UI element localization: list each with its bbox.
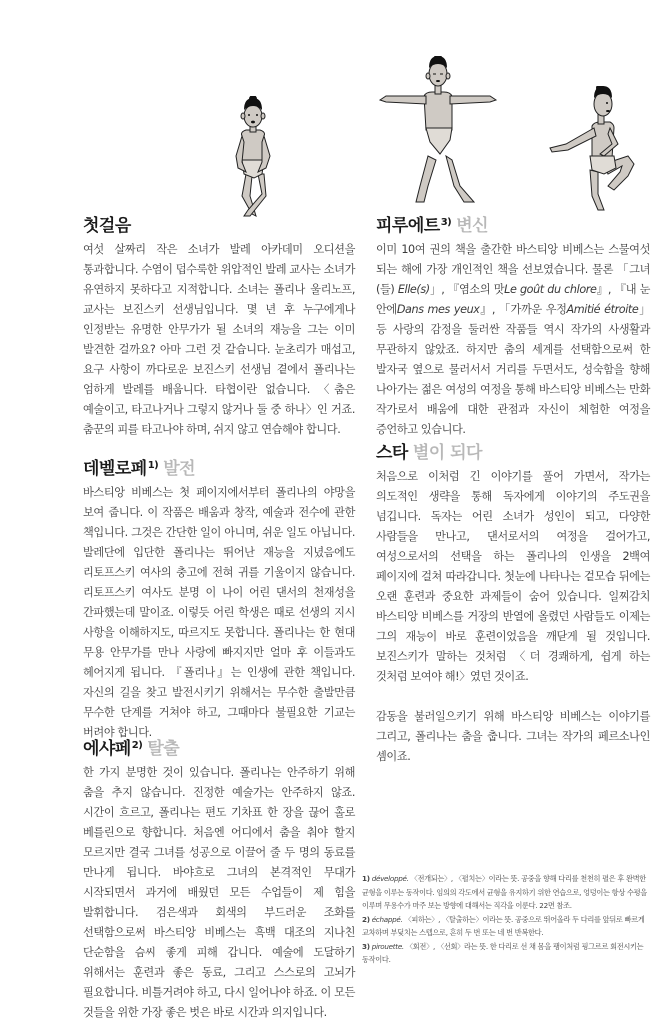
footnotes: [362, 872, 654, 967]
footnote-text: 〈피하는〉, 〈탈출하는〉이라는 뜻. 공중으로 뛰어올라 두 다리를 앞뒤로 빠르게 교차하며 부딪치는 스텝으로, 흔히 두 번 또는 네 번 반복한다.: [362, 914, 645, 937]
footnote-ref: 2): [131, 740, 143, 751]
illustration-girl-arms-outstretched: [376, 56, 500, 206]
section-echappe: [83, 738, 355, 1023]
footnote-2: [362, 913, 654, 940]
body-paragraph: 한 가지 분명한 것이 있습니다. 폴리나는 안주하기 위해 춤을 추지 않습니다. 진정한 예술가는 안주하지 않죠. 시간이 흐르고, 폴리나는 편도 기차표 한 장을 끊어 홀로 베를린으로 향합니다. 처음엔 어디에서 춤을 춰야 할지 모르지만 결국 그녀를 성공으로 이끌어 줄 두 명의 동료를 만나게 됩니다. 바야흐로 그녀의 본격적인 무대가 시작되면서 과거에 배웠던 모든 수업들이 제 힘을 발휘합니다. 검은색과 회색의 부드러운 조화를 선택함으로써 바스티앙 비베스는 흑백 대조의 지나친 단순함을 슴씨 좋게 피해 갑니다. 예술에 도달하기 위해서는 훈련과 좋은 동료, 그리고 스스로의 고뇌가 필요합니다. 비틀거려야 하고, 다시 일어나야 하죠. 이 모든 것들을 위한 가장 좋은 벗은 바로 시간과 의지입니다.: [83, 766, 355, 1019]
heading-title: 첫걸음: [83, 216, 131, 236]
section-pirouette: [376, 215, 650, 440]
footnote-text: 〈전개되는〉, 〈펼치는〉이라는 뜻. 공중을 향해 다리를 천천히 펼은 후 완벽한 균형을 이루는 동작이다. 임의의 각도에서 균형을 유지하기 위한 연습으로, 엉덩이는 항상 수평을 이루며 무용수가 마주 보는 방향에 대해서는 직각을 이룬다. 22면 참조.: [362, 874, 647, 910]
section-heading: [83, 738, 355, 760]
section-developpe: [83, 458, 355, 743]
heading-title: 피루에트: [376, 216, 440, 236]
body-paragraph: 감동을 불러일으키기 위해 바스티앙 비베스는 이야기를 그리고, 폴리나는 춤을 춥니다. 그녀는 작가의 페르소나인 셈이죠.: [376, 710, 650, 763]
footnote-ref: 3): [440, 217, 452, 228]
section-heading: [376, 215, 650, 237]
footnote-term: développé.: [371, 874, 409, 883]
section-star: [376, 442, 650, 767]
footnote-number: 3): [362, 941, 370, 951]
section-heading: [376, 442, 650, 464]
footnote-term: pirouette.: [371, 941, 404, 951]
footnote-text: 〈회전〉, 〈선회〉라는 뜻. 한 다리로 선 채 몸을 팽이처럼 핑그르르 회전시키는 동작이다.: [362, 941, 644, 964]
footnote-3: [362, 940, 654, 967]
section-heading: [83, 215, 355, 237]
body-paragraph: 여섯 살짜리 작은 소녀가 발레 아카데미 오디션을 통과합니다. 수염이 덥수룩한 위압적인 발레 교사는 소녀가 유연하지 못하다고 지적합니다. 소녀는 폴리나 울리노프, 교사는 보진스키 선생님입니다. 몇 년 후 누구에게나 인정받는 유명한 안무가가 될 소녀의 재능을 그는 이미 발견한 걸까요? 아마 그런 것 같습니다. 눈초리가 매섭고, 요구 사항이 까다로운 보진스키 선생님 곁에서 폴리나는 엄하게 발레를 배웁니다. 타협이란 없습니다. 〈춤은 예술이고, 타고나거나 그렇지 않거나 둘 중 하나〉인 거죠. 춤꾼의 피를 타고나야 하며, 쉬지 않고 연습해야 합니다.: [83, 243, 355, 436]
illustration-girl-shy-pose: [228, 96, 278, 220]
heading-subtitle: 별이 되다: [412, 443, 482, 463]
section-first-steps: [83, 215, 355, 440]
body-paragraph: 바스티앙 비베스는 첫 페이지에서부터 폴리나의 야망을 보여 줍니다. 이 작품은 배움과 창작, 예술과 전수에 관한 책입니다. 그것은 간단한 일이 아니며, 쉬운 일도 아닙니다. 발레단에 입단한 폴리나는 뛰어난 재능을 지녔음에도 리토프스키 여사의 충고에 전혀 귀를 기울이지 않습니다. 리토프스키 여사도 분명 이 나이 어린 댄서의 천재성을 간파했는데 말이죠. 이렇듯 어린 학생은 때로 선생의 지시 사항을 이해하지도, 따르지도 못합니다. 폴리나는 한 현대 무용 안무가를 만나 사랑에 빠지지만 얼마 후 이들과도 헤어지게 됩니다. 『폴리나』는 인생에 관한 책입니다. 자신의 길을 찾고 발전시키기 위해서는 무수한 출발만큼 무수한 단계를 거쳐야 하고, 그때마다 불필요한 기교는 버려야 합니다.: [83, 486, 355, 739]
heading-subtitle: 탈출: [147, 739, 180, 759]
heading-title: 스타: [376, 443, 408, 463]
footnote-number: 1): [362, 874, 370, 883]
paragraph-gap: [376, 687, 650, 707]
footnote-number: 2): [362, 914, 370, 924]
heading-subtitle: 변신: [456, 216, 489, 236]
footnote-1: [362, 872, 654, 913]
heading-title: 에샤페: [83, 739, 131, 759]
footnote-term: échappé.: [371, 914, 403, 924]
heading-title: 데벨로페: [83, 459, 147, 479]
illustration-girl-pirouette: [548, 86, 648, 212]
body-paragraph: 처음으로 이처럼 긴 이야기를 풀어 가면서, 작가는 의도적인 생략을 통해 독자에게 이야기의 주도권을 넘깁니다. 독자는 어린 소녀가 성인이 되고, 다양한 사람들을 만나고, 댄서로서의 여정을 걸어가고, 여성으로서의 선택을 하는 폴리나의 인생을 2백여 페이지에 걸쳐 따라갑니다. 첫눈에 나타나는 겉모습 뒤에는 오랜 훈련과 중요한 과제들이 숨어 있습니다. 일찌감치 바스티앙 비베스를 거장의 반열에 올렸던 사람들도 이제는 그의 재능이 바로 훈련이었음을 깨닫게 될 것입니다. 보진스키가 말하는 것처럼 〈더 경쾌하게, 쉽게 하는 것처럼 보여야 해!〉였던 것이죠.: [376, 470, 650, 683]
section-heading: [83, 458, 355, 480]
footnote-ref: 1): [147, 460, 159, 471]
body-paragraph: 이미 10여 권의 책을 출간한 바스티앙 비베스는 스물여섯 되는 해에 가장 개인적인 책을 선보였습니다. 물론 「그녀(들) Elle(s)」, 『염소의 맛Le goût du chlore』, 『내 눈 안에Dans mes yeux』, 「가까운 우정Amitié étroite」 등 사랑의 감정을 둘러싼 작품들 역시 작가의 사생활과 무관하지 않았죠. 하지만 춤의 세계를 선택함으로써 한 발자국 옆으로 물러서서 거리를 두면서도, 성숙함을 향해 나아가는 젊은 여성의 여정을 통해 바스티앙 비베스는 만화 작가로서 배움에 대한 관점과 자신이 체험한 여정을 증언하고 있습니다.: [376, 243, 651, 436]
heading-subtitle: 발전: [163, 459, 196, 479]
